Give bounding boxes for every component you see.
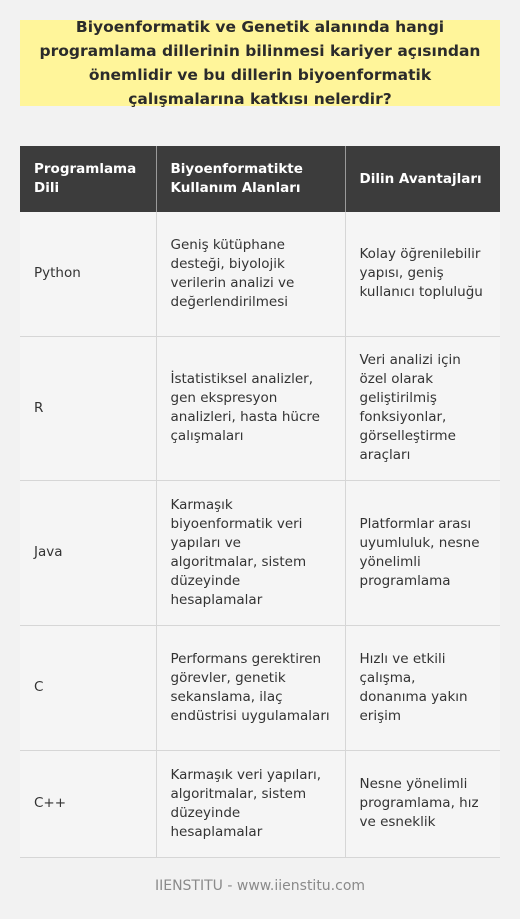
header-usage-areas: Biyoenformatikte Kullanım Alanları	[156, 146, 345, 212]
header-row	[20, 146, 500, 212]
cell-language: Java	[20, 480, 156, 625]
cell-language: Python	[20, 212, 156, 336]
cell-language: R	[20, 336, 156, 480]
cell-usage: Geniş kütüphane desteği, biyolojik verilerin analizi ve değerlendirilmesi	[156, 212, 345, 336]
cell-advantages: Platformlar arası uyumluluk, nesne yönelimli programlama	[345, 480, 500, 625]
cell-usage: İstatistiksel analizler, gen ekspresyon analizleri, hasta hücre çalışmaları	[156, 336, 345, 480]
table-body	[20, 212, 500, 857]
cell-language: C++	[20, 750, 156, 857]
cell-advantages: Kolay öğrenilebilir yapısı, geniş kullanıcı topluluğu	[345, 212, 500, 336]
table-row	[20, 212, 500, 336]
table-row	[20, 750, 500, 857]
cell-advantages: Nesne yönelimli programlama, hız ve esneklik	[345, 750, 500, 857]
footer-credit: IIENSTITU - www.iienstitu.com	[154, 878, 366, 894]
header-language: Programlama Dili	[20, 146, 156, 212]
cell-usage: Karmaşık biyoenformatik veri yapıları ve algoritmalar, sistem düzeyinde hesaplamalar	[156, 480, 345, 625]
cell-advantages: Hızlı ve etkili çalışma, donanıma yakın erişim	[345, 625, 500, 750]
table-header	[20, 146, 500, 212]
question-banner	[20, 20, 500, 106]
cell-advantages: Veri analizi için özel olarak geliştirilmiş fonksiyonlar, görselleştirme araçları	[345, 336, 500, 480]
table-row	[20, 480, 500, 625]
cell-usage: Karmaşık veri yapıları, algoritmalar, sistem düzeyinde hesaplamalar	[156, 750, 345, 857]
cell-language: C	[20, 625, 156, 750]
table-row	[20, 625, 500, 750]
languages-table	[20, 146, 500, 858]
table-row	[20, 336, 500, 480]
header-advantages: Dilin Avantajları	[345, 146, 500, 212]
question-title: Biyoenformatik ve Genetik alanında hangi programlama dillerinin bilinmesi kariyer açısından önemlidir ve bu dillerin biyoenformatik çalışmalarına katkısı nelerdir?	[39, 18, 481, 108]
cell-usage: Performans gerektiren görevler, genetik sekanslama, ilaç endüstrisi uygulamaları	[156, 625, 345, 750]
